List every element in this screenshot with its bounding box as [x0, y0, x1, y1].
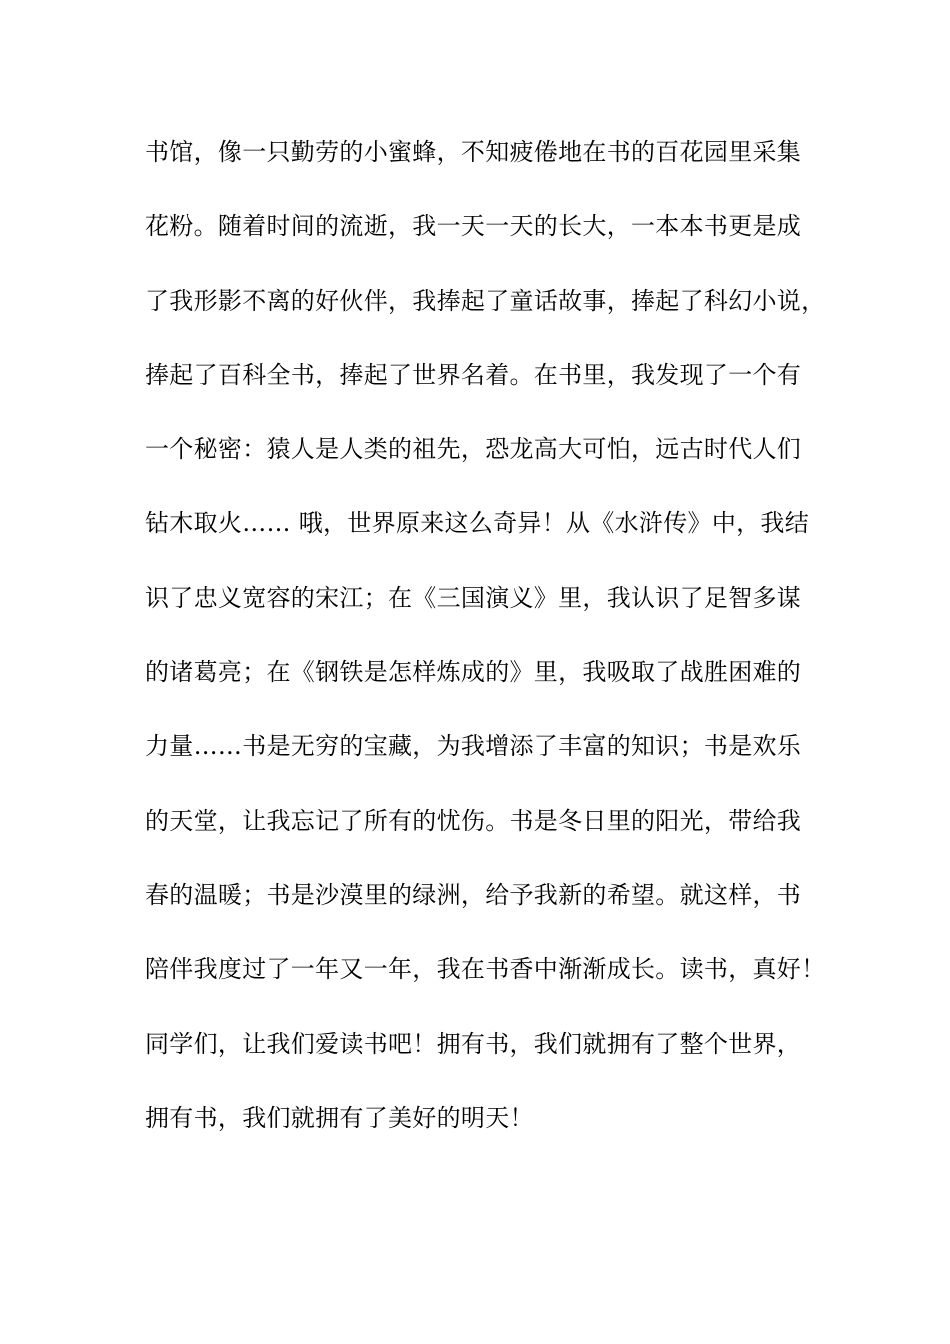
text-line: 花粉。随着时间的流逝，我一天一天的长大，一本本书更是成	[145, 212, 802, 241]
text-line: 钻木取火…… 哦，世界原来这么奇异！从《水浒传》中，我结	[145, 509, 810, 538]
text-line: 陪伴我度过了一年又一年，我在书香中渐渐成长。读书，真好！	[145, 955, 826, 984]
text-line: 同学们，让我们爱读书吧！拥有书，我们就拥有了整个世界，	[145, 1029, 802, 1058]
text-line: 力量……书是无穷的宝藏，为我增添了丰富的知识；书是欢乐	[145, 732, 802, 761]
text-line: 一个秘密：猿人是人类的祖先，恐龙高大可怕，远古时代人们	[145, 435, 802, 464]
text-line: 识了忠义宽容的宋江；在《三国演义》里，我认识了足智多谋	[145, 583, 802, 612]
text-line: 了我形影不离的好伙伴，我捧起了童话故事，捧起了科幻小说，	[145, 286, 826, 315]
text-line: 春的温暖；书是沙漠里的绿洲，给予我新的希望。就这样，书	[145, 880, 802, 909]
text-line: 拥有书，我们就拥有了美好的明天！	[145, 1103, 534, 1132]
body-text	[145, 130, 835, 1170]
text-line: 的天堂，让我忘记了所有的忧伤。书是冬日里的阳光，带给我	[145, 806, 802, 835]
text-line: 捧起了百科全书，捧起了世界名着。在书里，我发现了一个有	[145, 360, 802, 389]
text-line: 的诸葛亮；在《钢铁是怎样炼成的》里，我吸取了战胜困难的	[145, 658, 802, 687]
text-line: 书馆，像一只勤劳的小蜜蜂，不知疲倦地在书的百花园里采集	[145, 138, 802, 166]
